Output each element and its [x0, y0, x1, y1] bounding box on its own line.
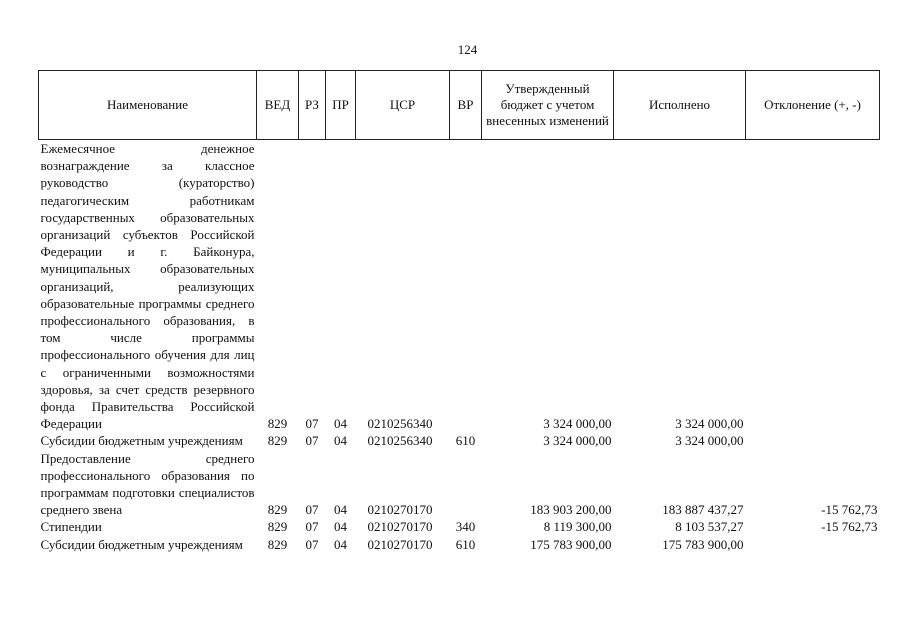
table-row [39, 140, 880, 433]
header-deviation: Отклонение (+, -) [746, 71, 880, 140]
row-name: Субсидии бюджетным учреждениям [40, 536, 243, 552]
header-approved: Утвержденный бюджет с учетом внесенных изменений [482, 71, 614, 140]
row-vr: 340 [455, 519, 476, 535]
row-deviation [746, 140, 880, 433]
row-ved: 829 [267, 502, 288, 518]
header-pr: ПР [326, 71, 356, 140]
row-rz: 07 [305, 502, 319, 518]
row-vr: 610 [455, 536, 476, 552]
header-vr: ВР [450, 71, 482, 140]
row-name: Субсидии бюджетным учреждениям [40, 433, 243, 449]
header-ved: ВЕД [257, 71, 299, 140]
row-pr: 04 [334, 433, 347, 449]
row-approved: 8 119 300,00 [543, 519, 612, 535]
row-deviation [746, 432, 880, 449]
row-csr: 0210270170 [367, 502, 433, 518]
row-vr: 610 [455, 433, 476, 449]
header-name: Наименование [39, 71, 257, 140]
row-pr: 04 [334, 536, 347, 552]
budget-table [38, 70, 880, 553]
row-csr: 0210256340 [367, 433, 433, 449]
row-rz: 07 [305, 519, 319, 535]
row-pr: 04 [334, 416, 347, 432]
row-pr: 04 [334, 502, 347, 518]
row-approved: 3 324 000,00 [543, 433, 612, 449]
header-csr: ЦСР [356, 71, 450, 140]
row-approved: 3 324 000,00 [543, 416, 612, 432]
header-executed: Исполнено [614, 71, 746, 140]
row-deviation [746, 536, 880, 553]
row-csr: 0210270170 [367, 519, 433, 535]
row-rz: 07 [305, 536, 319, 552]
row-ved: 829 [267, 416, 288, 432]
row-pr: 04 [334, 519, 347, 535]
row-executed: 175 783 900,00 [662, 536, 744, 552]
row-executed: 3 324 000,00 [675, 433, 744, 449]
table-row [39, 450, 880, 519]
row-deviation: -15 762,73 [821, 502, 878, 518]
row-ved: 829 [267, 433, 288, 449]
row-approved: 183 903 200,00 [530, 502, 612, 518]
table-header-row [39, 71, 880, 140]
row-vr [450, 140, 482, 433]
table-row [39, 518, 880, 535]
row-csr: 0210256340 [367, 416, 433, 432]
row-executed: 3 324 000,00 [675, 416, 744, 432]
table-row [39, 536, 880, 553]
row-executed: 183 887 437,27 [662, 502, 744, 518]
row-rz: 07 [305, 433, 319, 449]
row-name: Предоставление среднего профессионального образования по программам подготовки специалистов среднего звена [40, 450, 255, 518]
page-number: 124 [457, 42, 478, 57]
row-name: Стипендии [40, 519, 102, 535]
row-rz: 07 [305, 416, 319, 432]
row-deviation: -15 762,73 [821, 519, 878, 535]
row-name: Ежемесячное денежное вознаграждение за классное руководство (кураторство) педагогическим работникам государственных образовательных организаций субъектов Российской Федерации и г. Байконура, муниципальных образовательных организаций, реализующих образовательные программы среднего профессионального образования, в том числе программы профессионального обучения для лиц с ограниченными возможностями здоровья, за счет средств резервного фонда Правительства Российской Федерации [40, 141, 255, 432]
row-executed: 8 103 537,27 [675, 519, 744, 535]
row-approved: 175 783 900,00 [530, 536, 612, 552]
row-ved: 829 [267, 536, 288, 552]
table-row [39, 432, 880, 449]
header-rz: РЗ [299, 71, 326, 140]
row-ved: 829 [267, 519, 288, 535]
row-vr [450, 450, 482, 519]
row-csr: 0210270170 [367, 536, 433, 552]
